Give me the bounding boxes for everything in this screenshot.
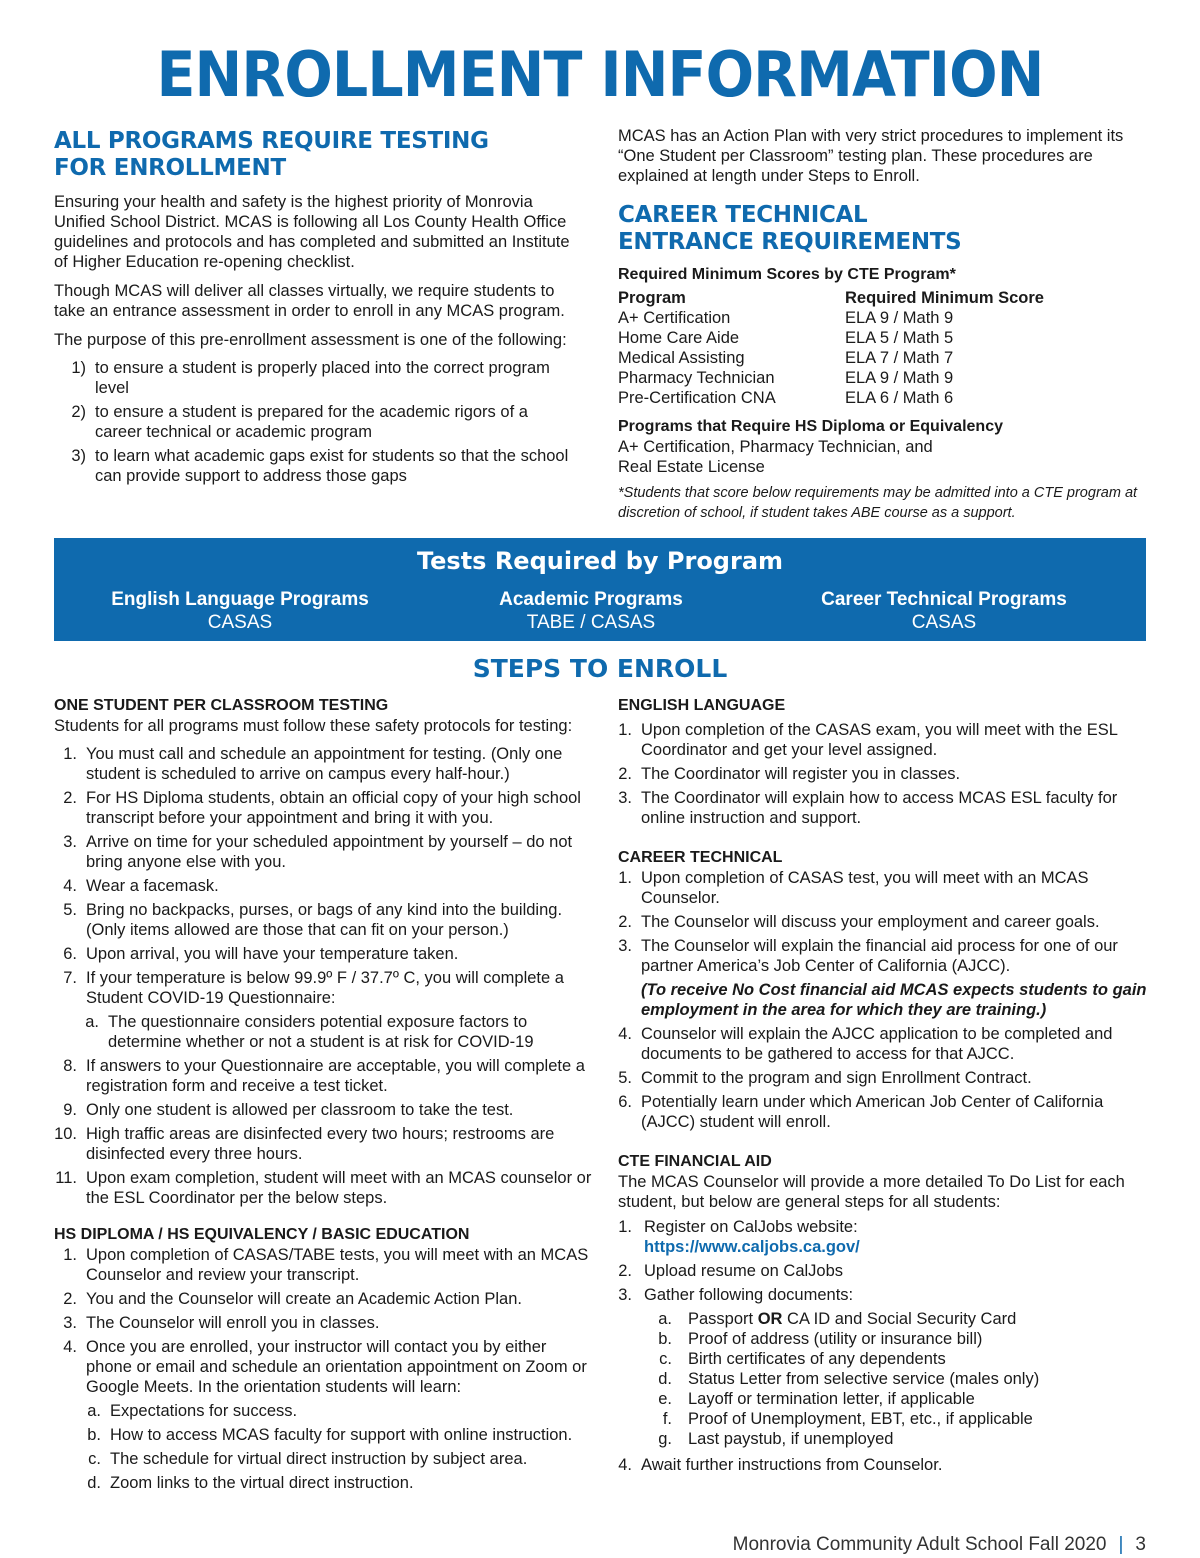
cte-aid-step-1: Register on CalJobs website: bbox=[644, 1218, 858, 1236]
cte-heading-line1: CAREER TECHNICAL bbox=[618, 202, 868, 228]
program-cell: Medical Assisting bbox=[618, 349, 745, 367]
banner-col-head: Career Technical Programs bbox=[821, 589, 1067, 610]
list-item bbox=[618, 1329, 1148, 1349]
list-text: Expectations for success. bbox=[110, 1402, 298, 1420]
list-text: Upon completion of CASAS test, you will meet with an MCAS Counselor. bbox=[641, 869, 1089, 907]
list-item bbox=[618, 764, 1148, 784]
banner-col-value: CASAS bbox=[207, 612, 273, 633]
list-text: Last paystub, if unemployed bbox=[688, 1430, 894, 1448]
page-number: 3 bbox=[1135, 1534, 1146, 1555]
list-number: 5. bbox=[618, 1069, 632, 1087]
list-text: You and the Counselor will create an Academic Action Plan. bbox=[86, 1290, 522, 1308]
list-text: Birth certificates of any dependents bbox=[688, 1350, 946, 1368]
list-item bbox=[618, 1409, 1148, 1429]
list-item bbox=[54, 900, 594, 940]
list-text: Zoom links to the virtual direct instruction. bbox=[110, 1474, 414, 1492]
list-item bbox=[618, 1389, 1148, 1409]
list-text: The schedule for virtual direct instruction by subject area. bbox=[110, 1450, 528, 1468]
list-text: If your temperature is below 99.9º F / 37.7º C, you will complete a Student COVID-19 Questionnaire: bbox=[86, 969, 564, 1007]
list-number: 4. bbox=[63, 877, 77, 895]
list-number: 2. bbox=[618, 765, 632, 783]
list-item bbox=[618, 936, 1148, 976]
one-student-list bbox=[54, 744, 594, 1208]
cte-aid-list bbox=[618, 1217, 1148, 1305]
testing-section bbox=[54, 128, 574, 490]
steps-title: STEPS TO ENROLL bbox=[472, 654, 728, 683]
career-list bbox=[618, 868, 1148, 976]
list-number: b. bbox=[87, 1426, 101, 1444]
list-number: 11. bbox=[55, 1169, 77, 1187]
list-number: 2. bbox=[63, 1290, 77, 1308]
hs-diploma-heading: HS DIPLOMA / HS EQUIVALENCY / BASIC EDUCATION bbox=[54, 1226, 470, 1243]
banner-col-academic bbox=[441, 588, 741, 634]
list-number: a. bbox=[87, 1402, 101, 1420]
list-item bbox=[54, 968, 594, 1008]
list-item bbox=[54, 944, 594, 964]
testing-paragraph-2: Though MCAS will deliver all classes virtually, we require students to take an entrance assessment in order to enroll in any MCAS program. bbox=[54, 282, 565, 320]
table-row bbox=[618, 328, 1044, 348]
list-item bbox=[54, 1100, 594, 1120]
list-number: 9. bbox=[63, 1101, 77, 1119]
list-item bbox=[54, 1124, 594, 1164]
score-cell: ELA 5 / Math 5 bbox=[845, 329, 954, 347]
purpose-list bbox=[54, 358, 574, 486]
list-text: For HS Diploma students, obtain an official copy of your high school transcript before your appointment and bring it with you. bbox=[86, 789, 581, 827]
list-text: How to access MCAS faculty for support with online instruction. bbox=[110, 1426, 573, 1444]
list-item: a. Passport OR CA ID and Social Security Card bbox=[658, 1310, 1017, 1328]
program-cell: Pharmacy Technician bbox=[618, 369, 775, 387]
career-list-2 bbox=[618, 1024, 1148, 1132]
one-student-heading: ONE STUDENT PER CLASSROOM TESTING bbox=[54, 697, 389, 714]
list-text: Upon completion of CASAS/TABE tests, you will meet with an MCAS Counselor and review your transcript. bbox=[86, 1246, 589, 1284]
list-number: f. bbox=[662, 1410, 672, 1428]
list-number: 6. bbox=[618, 1093, 632, 1111]
list-number: 6. bbox=[63, 945, 77, 963]
table-row bbox=[618, 308, 1044, 328]
list-text: Layoff or termination letter, if applicable bbox=[688, 1390, 975, 1408]
doc-a-or: OR bbox=[757, 1310, 783, 1328]
list-text: Counselor will explain the AJCC application to be completed and documents to be gathered to access for that AJCC. bbox=[641, 1025, 1113, 1063]
steps-left-column bbox=[54, 696, 594, 1497]
list-number: 3) bbox=[71, 447, 86, 465]
list-text: Upon arrival, you will have your temperature taken. bbox=[86, 945, 459, 963]
list-text: High traffic areas are disinfected every two hours; restrooms are disinfected every three hours. bbox=[86, 1125, 555, 1163]
list-item bbox=[618, 912, 1148, 932]
banner-col-english bbox=[90, 588, 390, 634]
list-item bbox=[618, 1369, 1148, 1389]
score-cell: ELA 9 / Math 9 bbox=[845, 369, 954, 387]
page-footer bbox=[733, 1534, 1146, 1556]
score-cell: ELA 7 / Math 7 bbox=[845, 349, 954, 367]
cte-footnote: *Students that score below requirements may be admitted into a CTE program at discretion of school, if student takes ABE course as a support. bbox=[618, 485, 1138, 521]
cte-section bbox=[618, 126, 1148, 523]
banner-col-head: Academic Programs bbox=[499, 589, 683, 610]
list-number: 4. bbox=[618, 1025, 632, 1043]
list-number: 1. bbox=[63, 1246, 77, 1264]
scores-table bbox=[618, 288, 1044, 408]
list-number: c. bbox=[88, 1450, 101, 1468]
list-item bbox=[54, 1425, 594, 1445]
list-item: 4. Await further instructions from Counselor. bbox=[618, 1456, 943, 1474]
list-number: d. bbox=[87, 1474, 101, 1492]
documents-list bbox=[618, 1309, 1148, 1449]
cte-aid-intro: The MCAS Counselor will provide a more detailed To Do List for each student, but below are general steps for all students: bbox=[618, 1173, 1125, 1211]
list-text: Proof of address (utility or insurance bill) bbox=[688, 1330, 983, 1348]
footer-separator: | bbox=[1118, 1534, 1124, 1555]
list-item bbox=[54, 744, 594, 784]
list-text: The questionnaire considers potential exposure factors to determine whether or not a student is at risk for COVID-19 bbox=[108, 1013, 534, 1051]
cte-aid-step-3: Gather following documents: bbox=[644, 1286, 854, 1304]
list-text: Bring no backpacks, purses, or bags of any kind into the building. (Only items allowed are those that can fit on your person.) bbox=[86, 901, 563, 939]
list-number: 5. bbox=[63, 901, 77, 919]
list-item bbox=[54, 1401, 594, 1421]
list-number: 2) bbox=[71, 403, 86, 421]
list-text: Potentially learn under which American Job Center of California (AJCC) student will enroll. bbox=[641, 1093, 1104, 1131]
testing-paragraph-1: Ensuring your health and safety is the highest priority of Monrovia Unified School District. MCAS is following all Los County Health Office guidelines and protocols and has completed and submitted an Institute of Higher Education re-opening checklist. bbox=[54, 193, 570, 271]
program-cell: A+ Certification bbox=[618, 309, 731, 327]
one-student-intro: Students for all programs must follow these safety protocols for testing: bbox=[54, 717, 573, 735]
list-number: e. bbox=[658, 1390, 672, 1408]
steps-right-column bbox=[618, 696, 1148, 1479]
list-text: Arrive on time for your scheduled appointment by yourself – do not bring anyone else with you. bbox=[86, 833, 573, 871]
doc-a-text: Passport bbox=[688, 1310, 758, 1328]
table-row bbox=[618, 388, 1044, 408]
career-emphasis: (To receive No Cost financial aid MCAS expects students to gain employment in the area for which they are training.) bbox=[641, 981, 1147, 1019]
list-item bbox=[618, 720, 1148, 760]
list-item bbox=[54, 1056, 594, 1096]
caljobs-link[interactable]: https://www.caljobs.ca.gov/ bbox=[644, 1238, 860, 1256]
testing-heading-line1: ALL PROGRAMS REQUIRE TESTING bbox=[54, 128, 489, 154]
banner-col-career bbox=[794, 588, 1094, 634]
list-text: The Coordinator will explain how to access MCAS ESL faculty for online instruction and support. bbox=[641, 789, 1118, 827]
list-text: The Counselor will discuss your employment and career goals. bbox=[641, 913, 1100, 931]
list-item bbox=[54, 1313, 594, 1333]
list-number: 7. bbox=[63, 969, 77, 987]
list-number: 3. bbox=[618, 789, 632, 807]
list-text: The Counselor will enroll you in classes. bbox=[86, 1314, 380, 1332]
list-item bbox=[618, 788, 1148, 828]
list-item bbox=[54, 1337, 594, 1397]
list-item bbox=[54, 1289, 594, 1309]
cte-aid-heading: CTE FINANCIAL AID bbox=[618, 1153, 772, 1170]
tests-banner bbox=[54, 538, 1146, 641]
list-item bbox=[54, 1168, 594, 1208]
list-item bbox=[54, 1012, 594, 1052]
list-item bbox=[54, 832, 594, 872]
list-item bbox=[54, 788, 594, 828]
list-text: Status Letter from selective service (males only) bbox=[688, 1370, 1040, 1388]
diploma-title: Programs that Require HS Diploma or Equivalency bbox=[618, 418, 1003, 435]
list-text: You must call and schedule an appointment for testing. (Only one student is scheduled to arrive on campus every half-hour.) bbox=[86, 745, 563, 783]
list-number: 4. bbox=[63, 1338, 77, 1356]
list-number: b. bbox=[658, 1330, 672, 1348]
list-item bbox=[54, 358, 574, 398]
scores-title: Required Minimum Scores by CTE Program* bbox=[618, 266, 956, 283]
list-item bbox=[618, 1092, 1148, 1132]
list-item: 1. Register on CalJobs website: https://www.caljobs.ca.gov/ bbox=[618, 1218, 860, 1256]
col-header-score: Required Minimum Score bbox=[845, 289, 1044, 307]
list-text: Commit to the program and sign Enrollment Contract. bbox=[641, 1069, 1032, 1087]
list-number: 10. bbox=[54, 1125, 77, 1143]
list-text: Once you are enrolled, your instructor will contact you by either phone or email and schedule an orientation appointment on Zoom or Google Meets. In the orientation students will learn: bbox=[86, 1338, 587, 1396]
score-cell: ELA 6 / Math 6 bbox=[845, 389, 954, 407]
testing-heading-line2: FOR ENROLLMENT bbox=[54, 155, 286, 181]
cte-aid-step-2: Upload resume on CalJobs bbox=[644, 1262, 844, 1280]
list-number: 1. bbox=[618, 721, 632, 739]
list-number: 2. bbox=[618, 913, 632, 931]
list-item bbox=[54, 876, 594, 896]
list-number: 1. bbox=[63, 745, 77, 763]
list-number: 1) bbox=[71, 359, 86, 377]
diploma-line-1: A+ Certification, Pharmacy Technician, and bbox=[618, 438, 933, 456]
list-number: 1. bbox=[618, 869, 632, 887]
list-text: The Counselor will explain the financial aid process for one of our partner America’s Job Center of California (AJCC). bbox=[641, 937, 1118, 975]
list-number: c. bbox=[659, 1350, 672, 1368]
list-number: 8. bbox=[63, 1057, 77, 1075]
program-cell: Pre-Certification CNA bbox=[618, 389, 776, 407]
list-text: Upon exam completion, student will meet with an MCAS counselor or the ESL Coordinator per the below steps. bbox=[86, 1169, 592, 1207]
score-cell: ELA 9 / Math 9 bbox=[845, 309, 954, 327]
table-row bbox=[618, 368, 1044, 388]
list-number: 3. bbox=[63, 833, 77, 851]
list-item bbox=[54, 402, 574, 442]
col-header-program: Program bbox=[618, 289, 686, 307]
table-row bbox=[618, 348, 1044, 368]
cte-aid-step-4: Await further instructions from Counselor. bbox=[641, 1456, 943, 1474]
list-number: 2. bbox=[63, 789, 77, 807]
page-title: ENROLLMENT INFORMATION bbox=[156, 38, 1044, 111]
program-cell: Home Care Aide bbox=[618, 329, 740, 347]
list-item bbox=[54, 1449, 594, 1469]
banner-col-value: CASAS bbox=[911, 612, 977, 633]
list-text: The Coordinator will register you in classes. bbox=[641, 765, 961, 783]
list-item: 3. Gather following documents: bbox=[618, 1286, 854, 1304]
list-text: Only one student is allowed per classroom to take the test. bbox=[86, 1101, 514, 1119]
list-item bbox=[618, 1024, 1148, 1064]
list-number: a. bbox=[85, 1013, 99, 1031]
list-text: If answers to your Questionnaire are acceptable, you will complete a registration form and receive a test ticket. bbox=[86, 1057, 585, 1095]
list-text: to learn what academic gaps exist for students so that the school can provide support to address those gaps bbox=[95, 447, 569, 485]
career-heading: CAREER TECHNICAL bbox=[618, 849, 783, 866]
list-number: d. bbox=[658, 1370, 672, 1388]
cte-heading-line2: ENTRANCE REQUIREMENTS bbox=[618, 229, 962, 255]
list-number: 3. bbox=[618, 937, 632, 955]
list-text: Wear a facemask. bbox=[86, 877, 219, 895]
banner-title: Tests Required by Program bbox=[416, 547, 784, 575]
list-item: 2. Upload resume on CalJobs bbox=[618, 1262, 844, 1280]
list-item bbox=[54, 1245, 594, 1285]
diploma-line-2: Real Estate License bbox=[618, 458, 765, 476]
cte-aid-list-end bbox=[618, 1455, 1148, 1475]
list-number: g. bbox=[658, 1430, 672, 1448]
list-text: to ensure a student is prepared for the academic rigors of a career technical or academic program bbox=[95, 403, 528, 441]
english-heading: ENGLISH LANGUAGE bbox=[618, 697, 786, 714]
banner-col-value: TABE / CASAS bbox=[526, 612, 656, 633]
banner-col-head: English Language Programs bbox=[111, 589, 369, 610]
list-item bbox=[618, 868, 1148, 908]
doc-a-text-2: CA ID and Social Security Card bbox=[782, 1310, 1017, 1328]
hs-diploma-list bbox=[54, 1245, 594, 1493]
list-text: Upon completion of the CASAS exam, you will meet with the ESL Coordinator and get your level assigned. bbox=[641, 721, 1118, 759]
list-item bbox=[54, 446, 574, 486]
list-item bbox=[54, 1473, 594, 1493]
footer-text: Monrovia Community Adult School Fall 2020 bbox=[732, 1534, 1107, 1555]
list-item bbox=[618, 1429, 1148, 1449]
list-text: Proof of Unemployment, EBT, etc., if applicable bbox=[688, 1410, 1033, 1428]
list-number: 3. bbox=[63, 1314, 77, 1332]
testing-paragraph-3: The purpose of this pre-enrollment assessment is one of the following: bbox=[54, 331, 567, 349]
list-item bbox=[618, 1068, 1148, 1088]
list-item bbox=[618, 1349, 1148, 1369]
list-text: to ensure a student is properly placed into the correct program level bbox=[95, 359, 550, 397]
action-plan-text: MCAS has an Action Plan with very strict procedures to implement its “One Student per Classroom” testing plan. These procedures are explained at length under Steps to Enroll. bbox=[618, 127, 1124, 185]
english-list bbox=[618, 720, 1148, 828]
